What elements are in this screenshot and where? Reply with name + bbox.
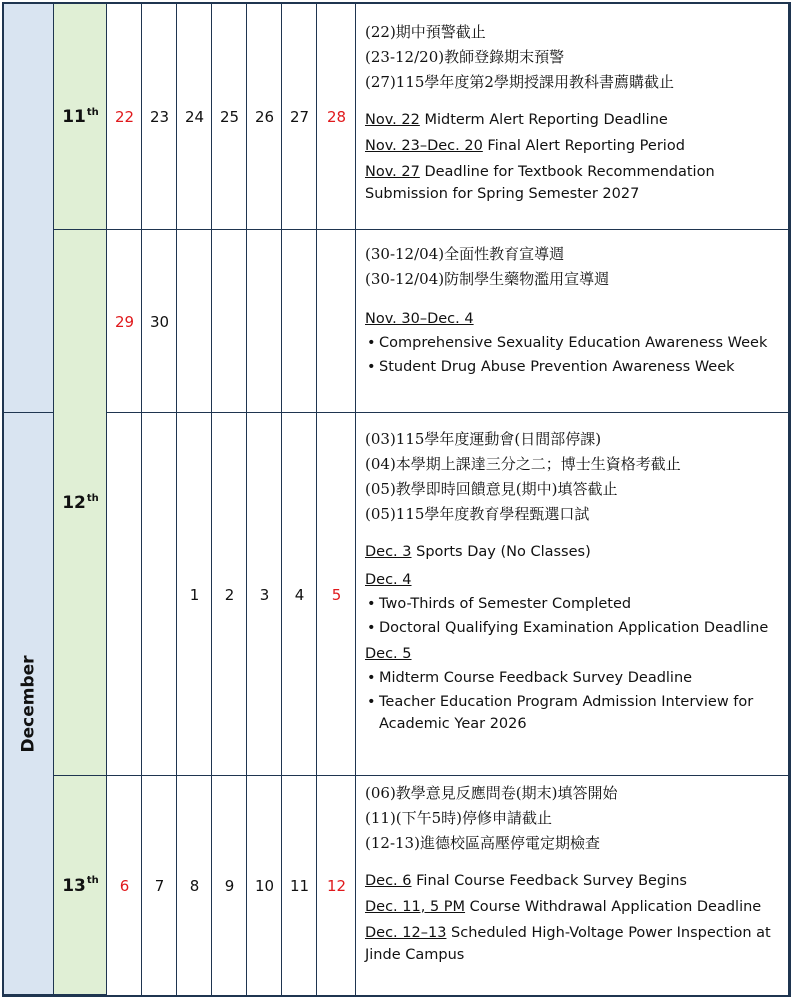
- zh-note: (27)115學年度第2學期授課用教科書薦購截止: [365, 73, 674, 91]
- zh-note: (05)教學即時回饋意見(期中)填答截止: [365, 480, 618, 498]
- day-number-week11-a-2: 24: [184, 108, 205, 126]
- day-number-week12-1: [142, 413, 177, 776]
- zh-note: (03)115學年度運動會(日間部停課): [365, 430, 602, 448]
- zh-note: (30-12/04)防制學生藥物濫用宣導週: [365, 270, 610, 288]
- day-number-week13-3: 9: [224, 876, 235, 895]
- day-number-week11-b-3: [212, 230, 247, 413]
- week-label-12: 12 $^{th}$: [62, 492, 99, 513]
- en-date: Nov. 30–Dec. 4: [365, 311, 474, 327]
- day-number-week13-5: 11: [289, 876, 310, 895]
- en-note: Dec. 6 Final Course Feedback Survey Begins: [365, 873, 687, 889]
- day-number-week12-2: 1: [189, 585, 200, 604]
- en-bullet: • Teacher Education Program Admission Interview for Academic Year 2026: [365, 691, 789, 735]
- zh-note: (12-13)進德校區高壓停電定期檢查: [365, 834, 600, 852]
- en-date: Dec. 4: [365, 572, 412, 588]
- week-label-11: 11 $^{th}$: [62, 106, 99, 127]
- zh-note: (05)115學年度教育學程甄選口試: [365, 505, 590, 523]
- month-label-text: December: [19, 655, 40, 753]
- zh-note: (23-12/20)教師登錄期末預警: [365, 48, 565, 66]
- en-note: Nov. 22 Midterm Alert Reporting Deadline: [365, 112, 668, 128]
- day-number-week13-4: 10: [254, 876, 275, 895]
- en-date: Dec. 5: [365, 646, 412, 662]
- week-label-13: 13 $^{th}$: [62, 875, 99, 896]
- day-number-week12-0: [107, 413, 142, 776]
- en-note: Nov. 23–Dec. 20 Final Alert Reporting Period: [365, 138, 685, 154]
- month-label: [4, 413, 54, 995]
- day-number-week12-3: 2: [224, 585, 235, 604]
- notes-week11-b: [358, 242, 789, 378]
- day-number-week11-a-6: 28: [326, 108, 347, 126]
- day-number-week12-5: 4: [294, 585, 305, 604]
- day-number-week11-a-5: 27: [289, 108, 310, 126]
- en-note: Nov. 27 Deadline for Textbook Recommendation Submission for Spring Semester 2027: [365, 164, 715, 202]
- en-note: Dec. 11, 5 PM Course Withdrawal Application Deadline: [365, 899, 762, 915]
- day-number-week11-b-4: [247, 230, 282, 413]
- notes-week12: [358, 427, 789, 735]
- day-number-week12-6: 5: [331, 585, 342, 604]
- notes-week11-a: [358, 20, 789, 205]
- day-number-week11-b-1: 30: [149, 312, 170, 331]
- day-number-week13-1: 7: [154, 876, 165, 895]
- day-number-week11-b-5: [282, 230, 317, 413]
- day-number-week13-6: 12: [326, 876, 347, 895]
- day-number-week13-0: 6: [119, 876, 130, 895]
- zh-note: (04)本學期上課達三分之二；博士生資格考截止: [365, 455, 681, 473]
- day-number-week13-2: 8: [189, 876, 200, 895]
- day-number-week11-b-0: 29: [114, 312, 135, 331]
- day-number-week11-a-3: 25: [219, 108, 240, 126]
- zh-note: (11)(下午5時)停修申請截止: [365, 809, 553, 827]
- en-bullet: • Student Drug Abuse Prevention Awareness Week: [365, 356, 789, 378]
- day-number-week11-b-2: [177, 230, 212, 413]
- zh-note: (30-12/04)全面性教育宣導週: [365, 245, 565, 263]
- day-number-week11-b-6: [317, 230, 356, 413]
- zh-note: (06)教學意見反應問卷(期末)填答開始: [365, 784, 618, 802]
- day-number-week11-a-0: 22: [114, 108, 135, 126]
- zh-note: (22)期中預警截止: [365, 23, 486, 41]
- notes-week13: [358, 781, 789, 966]
- day-number-week11-a-4: 26: [254, 108, 275, 126]
- month-cell-november: [4, 4, 54, 413]
- en-note: Dec. 12–13 Scheduled High-Voltage Power Inspection at Jinde Campus: [365, 925, 771, 963]
- en-bullet: • Two-Thirds of Semester Completed: [365, 593, 789, 615]
- day-number-week12-4: 3: [259, 585, 270, 604]
- en-bullet: • Doctoral Qualifying Examination Application Deadline: [365, 617, 789, 639]
- en-note: Dec. 3 Sports Day (No Classes): [365, 544, 591, 560]
- day-number-week11-a-1: 23: [149, 108, 170, 126]
- academic-calendar: [2, 2, 791, 997]
- en-bullet: • Midterm Course Feedback Survey Deadline: [365, 667, 789, 689]
- en-bullet: • Comprehensive Sexuality Education Awareness Week: [365, 332, 789, 354]
